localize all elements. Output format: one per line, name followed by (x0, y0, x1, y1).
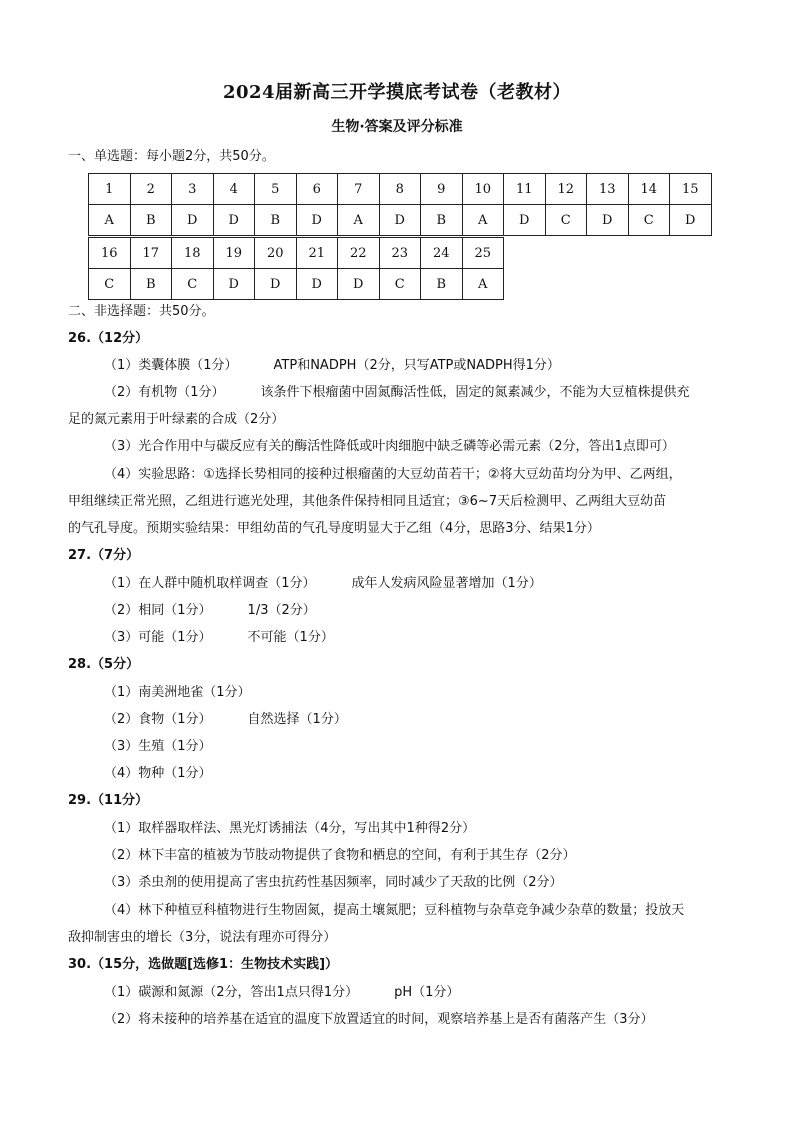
answer-cell: 20 (255, 238, 297, 269)
answer-cell: D (670, 205, 712, 236)
answer-cell: 18 (172, 238, 214, 269)
q27-line1: （1）在人群中随机取样调查（1分） 成年人发病风险显著增加（1分） (104, 576, 542, 591)
answer-table-2-numbers (89, 238, 504, 269)
answer-cell: 13 (587, 174, 629, 205)
answer-cell: 19 (213, 238, 255, 269)
answer-cell: D (587, 205, 629, 236)
answer-table-1-answers (89, 205, 712, 236)
q26-line2-cont: 足的氮元素用于叶绿素的合成（2分） (68, 412, 285, 427)
q26-line1: （1）类囊体膜（1分） ATP和NADPH（2分，只写ATP或NADPH得1分） (104, 358, 560, 373)
q29-line2: （2）林下丰富的植被为节肢动物提供了食物和栖息的空间，有利于其生存（2分） (104, 848, 576, 863)
answer-cell: D (296, 205, 338, 236)
answer-cell: B (255, 205, 297, 236)
q26-heading: 26.（12分） (68, 331, 149, 346)
answer-cell: C (545, 205, 587, 236)
answer-cell: 9 (421, 174, 463, 205)
section2-heading: 二、非选择题：共50分。 (68, 304, 215, 319)
answer-cell: 14 (628, 174, 670, 205)
q26-line4-cont1: 甲组继续正常光照，乙组进行遮光处理，其他条件保持相同且适宜；③6~7天后检测甲、乙两组大豆幼苗 (68, 494, 667, 509)
answer-cell: 25 (462, 238, 504, 269)
answer-table-1 (88, 173, 712, 236)
answer-cell: 15 (670, 174, 712, 205)
answer-cell: A (462, 269, 504, 300)
q29-line4: （4）林下种植豆科植物进行生物固氮，提高土壤氮肥；豆科植物与杂草竞争减少杂草的数量；投放天 (104, 903, 685, 918)
answer-cell: 4 (213, 174, 255, 205)
section1-heading: 一、单选题：每小题2分，共50分。 (68, 149, 275, 164)
q29-line1: （1）取样器取样法、黑光灯诱捕法（4分，写出其中1种得2分） (104, 821, 476, 836)
q30-heading: 30.（15分，选做题[选修1：生物技术实践]） (68, 957, 339, 972)
q28-line3: （3）生殖（1分） (104, 739, 212, 754)
q28-line4: （4）物种（1分） (104, 766, 212, 781)
q27-line3: （3）可能（1分） 不可能（1分） (104, 630, 334, 645)
q27-line2: （2）相同（1分） 1/3（2分） (104, 603, 316, 618)
answer-cell: D (296, 269, 338, 300)
answer-cell: C (379, 269, 421, 300)
answer-cell: B (421, 205, 463, 236)
q29-line4-cont: 敌抑制害虫的增长（3分，说法有理亦可得分） (68, 930, 337, 945)
answer-cell: D (338, 269, 380, 300)
answer-table-2-answers (89, 269, 504, 300)
answer-cell: D (213, 269, 255, 300)
answer-cell: D (504, 205, 546, 236)
answer-cell: 1 (89, 174, 131, 205)
answer-table-1-numbers (89, 174, 712, 205)
answer-cell: D (172, 205, 214, 236)
answer-cell: D (213, 205, 255, 236)
q27-heading: 27.（7分） (68, 548, 140, 563)
q28-line1: （1）南美洲地雀（1分） (104, 685, 251, 700)
answer-cell: A (89, 205, 131, 236)
answer-cell: B (421, 269, 463, 300)
answer-cell: 2 (130, 174, 172, 205)
q26-line3: （3）光合作用中与碳反应有关的酶活性降低或叶肉细胞中缺乏磷等必需元素（2分，答出1点即可） (104, 439, 675, 454)
answer-cell: 3 (172, 174, 214, 205)
answer-cell: 10 (462, 174, 504, 205)
answer-cell: 6 (296, 174, 338, 205)
answer-cell: B (130, 205, 172, 236)
q29-heading: 29.（11分） (68, 793, 149, 808)
answer-cell: C (628, 205, 670, 236)
answer-cell: C (172, 269, 214, 300)
answer-cell: 16 (89, 238, 131, 269)
answer-cell: 24 (421, 238, 463, 269)
answer-cell: 12 (545, 174, 587, 205)
q30-line1: （1）碳源和氮源（2分，答出1点只得1分） pH（1分） (104, 985, 460, 1000)
answer-cell: B (130, 269, 172, 300)
q26-line4-cont2: 的气孔导度。预期实验结果：甲组幼苗的气孔导度明显大于乙组（4分，思路3分、结果1分） (68, 521, 600, 536)
answer-cell: D (255, 269, 297, 300)
answer-cell: 17 (130, 238, 172, 269)
answer-cell: C (89, 269, 131, 300)
answer-cell: A (462, 205, 504, 236)
q30-line2: （2）将未接种的培养基在适宜的温度下放置适宜的时间，观察培养基上是否有菌落产生（3分） (104, 1012, 654, 1027)
answer-table-2 (88, 237, 504, 300)
document-subtitle: 生物·答案及评分标准 (331, 119, 463, 135)
answer-cell: 11 (504, 174, 546, 205)
answer-cell: A (338, 205, 380, 236)
answer-cell: D (379, 205, 421, 236)
document-title: 2024届新高三开学摸底考试卷（老教材） (222, 82, 572, 103)
q28-heading: 28.（5分） (68, 657, 140, 672)
q26-line4: （4）实验思路：①选择长势相同的接种过根瘤菌的大豆幼苗若干；②将大豆幼苗均分为甲、乙两组， (104, 467, 682, 482)
answer-cell: 5 (255, 174, 297, 205)
q29-line3: （3）杀虫剂的使用提高了害虫抗药性基因频率，同时减少了天敌的比例（2分） (104, 875, 563, 890)
q28-line2: （2）食物（1分） 自然选择（1分） (104, 712, 347, 727)
answer-cell: 22 (338, 238, 380, 269)
answer-cell: 7 (338, 174, 380, 205)
answer-cell: 8 (379, 174, 421, 205)
answer-cell: 21 (296, 238, 338, 269)
answer-cell: 23 (379, 238, 421, 269)
q26-line2: （2）有机物（1分） 该条件下根瘤菌中固氮酶活性低，固定的氮素减少，不能为大豆植株提供充 (104, 385, 690, 400)
